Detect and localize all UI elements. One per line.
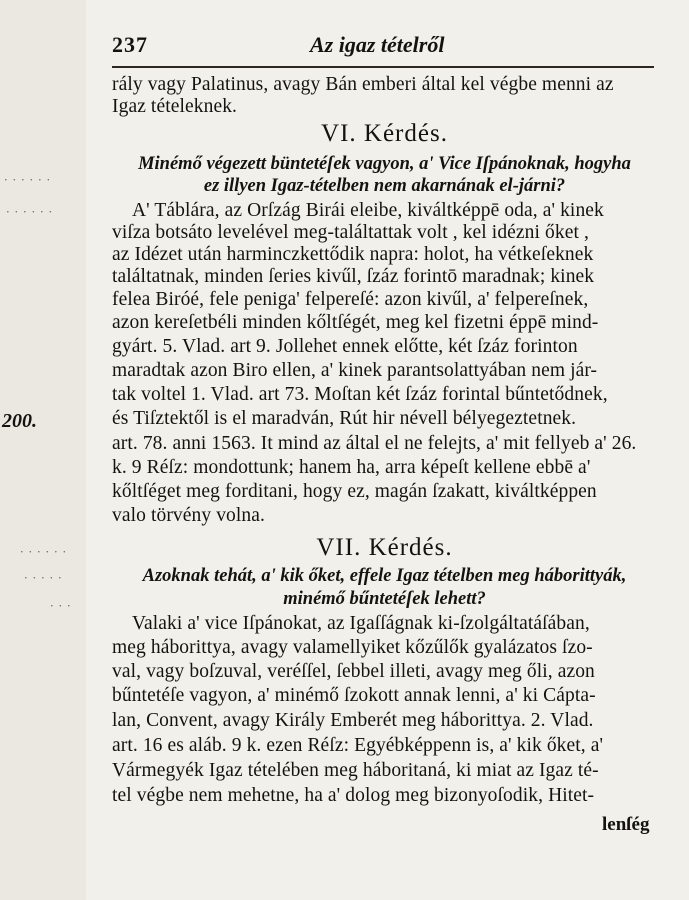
text-line: val, vagy boſzuval, veréſſel, ſebbel illeti, avagy meg őli, azon [112, 661, 595, 682]
section-heading: VI. Kérdés. [321, 120, 448, 147]
text-line: az Idézet után harminczkettődik napra: holot, ha vétkeſeknek [112, 244, 594, 265]
text-line: találtatnak, minden ſeries kivűl, ſzáz forintō maradnak; kinek [112, 266, 595, 287]
margin-smudge: · · · · · [24, 570, 63, 585]
text-line: k. 9 Réſz: mondottunk; hanem ha, arra képeſt kellene ebbē a' [112, 457, 591, 478]
text-line: Igaz tételeknek. [112, 96, 238, 117]
text-line: art. 78. anni 1563. It mind az által el ne felejts, a' mit fellyeb a' 26. [112, 433, 637, 454]
text-line: tel végbe nem mehetne, ha a' dolog meg bizonyoſodik, Hitet- [112, 785, 595, 806]
question-line: Azoknak tehát, a' kik őket, effele Igaz tételben meg háborittyák, [142, 566, 627, 586]
text-line: Valaki a' vice Iſpánokat, az Igaſſágnak ki-ſzolgáltatáſában, [132, 613, 590, 634]
text-line: lan, Convent, avagy Király Emberét meg háborittya. 2. Vlad. [112, 710, 594, 731]
text-line: viſza botsáto levelével meg-találtattak volt , kel idézni őket , [112, 222, 589, 243]
text-line: kőltſéget meg forditani, hogy ez, magán ſzakatt, kiváltképpen [112, 481, 597, 502]
margin-smudge: · · · [50, 598, 72, 613]
question-line: ez illyen Igaz-tételben nem akarnának el-járni? [203, 176, 566, 196]
text-line: azon kereſetbéli minden kőltſégét, meg kel fizetni éppē mind- [112, 312, 599, 333]
text-line: bűntetéſe vagyon, a' minémő ſzokott annak lenni, a' ki Cáptа- [112, 685, 596, 706]
text-line: gyárt. 5. Vlad. art 9. Jollehet ennek előtte, két ſzáz forinton [112, 336, 578, 357]
margin-smudge: · · · · · · [20, 544, 67, 559]
section-heading: VII. Kérdés. [316, 534, 453, 561]
question-line: minémő bűntetéſek lehett? [283, 589, 486, 609]
page-number: 237 [112, 32, 148, 57]
header-rule [112, 66, 654, 68]
margin-smudge: · · · · · · [6, 204, 53, 219]
margin-note: 200. [2, 410, 37, 432]
text-line: A' Táblára, az Orſzág Birái eleibe, kiváltképpē oda, a' kinek [132, 200, 604, 221]
margin-smudge: · · · · · · [4, 172, 51, 187]
text-line: tak voltel 1. Vlad. art 73. Moſtan két ſzáz forintal bűntetődnek, [112, 384, 608, 405]
text-line: és Tiſztektől is el maradván, Rút hir névell bélyegeztetnek. [112, 408, 577, 429]
text-line: Vármegyék Igaz tételében meg háboritaná, ki miat az Igaz té- [112, 760, 599, 781]
text-line: maradtak azon Biro ellen, a' kinek parantsolattyában nem jár- [112, 360, 598, 381]
text-line: felea Biróé, fele peniga' felpereſé: azon kivűl, a' felpereſnek, [112, 289, 589, 310]
running-title: Az igaz tételről [310, 32, 445, 57]
text-line: meg háborittya, avagy valamellyiket kőzűlők gyalázatos ſzo- [112, 637, 593, 658]
catchword: lenſég [602, 814, 650, 835]
text-line: valo törvény volna. [112, 505, 265, 526]
page-header [112, 30, 652, 60]
question-line: Minémő végezett büntetéſek vagyon, a' Vice Iſpánoknak, hogyha [138, 154, 631, 174]
text-line: rály vagy Palatinus, avagy Bán emberi által kel végbe menni az [112, 74, 614, 95]
text-line: art. 16 es aláb. 9 k. ezen Réſz: Egyébképpenn is, a' kik őket, a' [112, 735, 604, 756]
